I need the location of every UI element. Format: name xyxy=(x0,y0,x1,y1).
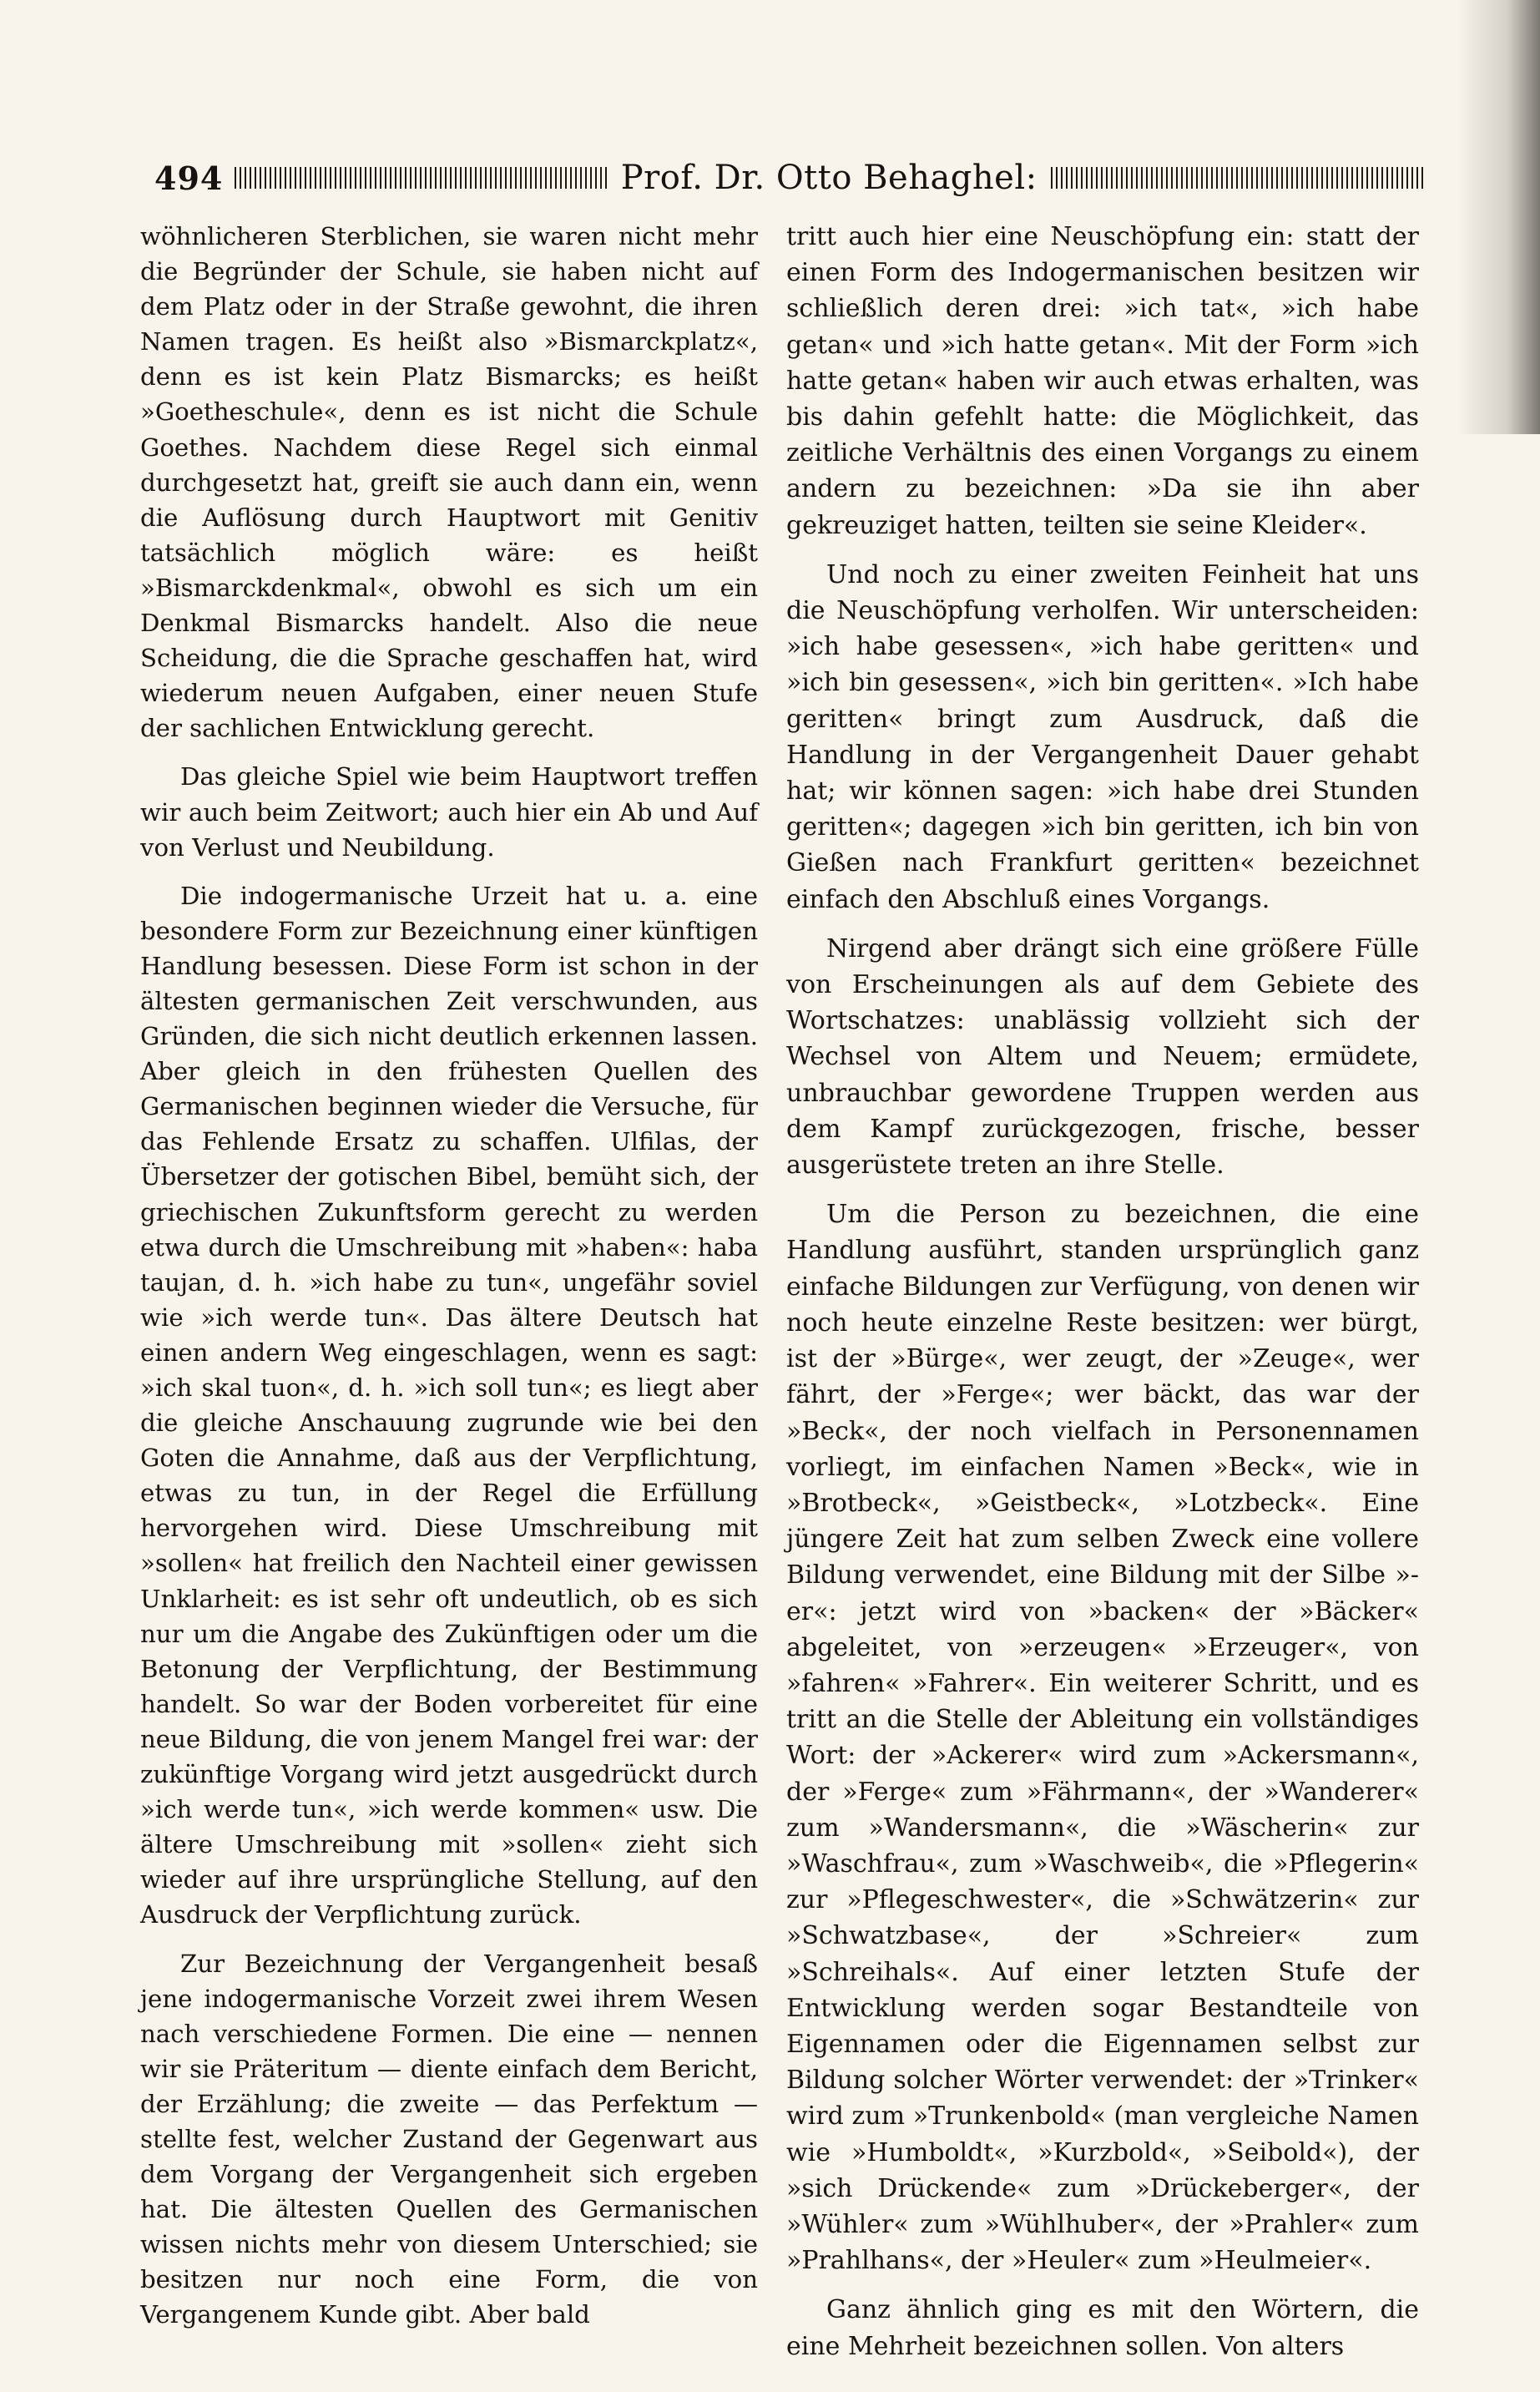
paragraph: Zur Bezeichnung der Vergangenheit besaß jene indogermanische Vorzeit zwei ihrem Wesen nach verschiedene Formen. Die eine — nennen wir sie Präteritum — diente einfach dem Bericht, der Erzählung; die zweite — das Perfektum — stellte fest, welcher Zustand der Gegenwart aus dem Vorgang der Vergangenheit sich ergeben hat. Die ältesten Quellen des Germanischen wissen nichts mehr von diesem Unterschied; sie besitzen nur noch eine Form, die von Vergangenem Kunde gibt. Aber bald xyxy=(140,1949,758,2329)
paragraph: wöhnlicheren Sterblichen, sie waren nicht mehr die Begründer der Schule, sie haben nicht auf dem Platz oder in der Straße gewohnt, die ihren Namen tragen. Es heißt also »Bismarckplatz«, denn es ist kein Platz Bismarcks; es heißt »Goetheschule«, denn es ist nicht die Schule Goethes. Nachdem diese Regel sich einmal durchgesetzt hat, greift sie auch dann ein, wenn die Auflösung durch Hauptwort mit Genitiv tatsächlich möglich wäre: es heißt »Bismarckdenkmal«, obwohl es sich um ein Denkmal Bismarcks handelt. Also die neue Scheidung, die die Sprache geschaffen hat, wird wiederum neuen Aufgaben, einer neuen Stufe der sachlichen Entwicklung gerecht. xyxy=(140,222,758,743)
paragraph: Das gleiche Spiel wie beim Hauptwort treffen wir auch beim Zeitwort; auch hier ein Ab und Auf von Verlust und Neubildung. xyxy=(140,762,758,862)
page-header xyxy=(154,149,1423,207)
paragraph: Die indogermanische Urzeit hat u. a. eine besondere Form zur Bezeichnung einer künftigen Handlung besessen. Diese Form ist schon in der ältesten germanischen Zeit verschwunden, aus Gründen, die sich nicht deutlich erkennen lassen. Aber gleich in den frühesten Quellen des Germanischen beginnen wieder die Versuche, für das Fehlende Ersatz zu schaffen. Ulfilas, der Übersetzer der gotischen Bibel, bemüht sich, der griechischen Zukunftsform gerecht zu werden etwa durch die Umschreibung mit »haben«: haba taujan, d. h. »ich habe zu tun«, ungefähr soviel wie »ich werde tun«. Das ältere Deutsch hat einen andern Weg eingeschlagen, wenn es sagt: »ich skal tuon«, d. h. »ich soll tun«; es liegt aber die gleiche Anschauung zugrunde wie bei den Goten die Annahme, daß aus der Verpflichtung, etwas zu tun, in der Regel die Erfüllung hervorgehen wird. Diese Umschreibung mit »sollen« hat freilich den Nachteil einer gewissen Unklarheit: es ist sehr oft undeutlich, ob es sich nur um die Angabe des Zukünftigen oder um die Betonung der Verpflichtung, der Bestimmung handelt. So war der Boden vorbereitet für eine neue Bildung, die von jenem Mangel frei war: der zukünftige Vorgang wird jetzt ausgedrückt durch »ich werde tun«, »ich werde kommen« usw. Die ältere Umschreibung mit »sollen« zieht sich wieder auf ihre ursprüngliche Stellung, auf den Ausdruck der Verpflichtung zurück. xyxy=(140,881,758,1929)
page-number: 494 xyxy=(154,159,224,197)
right-column xyxy=(786,219,1419,2364)
paragraph: tritt auch hier eine Neuschöpfung ein: statt der einen Form des Indogermanischen besitzen wir schließlich deren drei: »ich tat«, »ich habe getan« und »ich hatte getan«. Mit der Form »ich hatte getan« haben wir auch etwas erhalten, was bis dahin gefehlt hatte: die Möglichkeit, das zeitliche Verhältnis des einen Vorgangs zu einem andern zu bezeichnen: »Da sie ihn aber gekreuziget hatten, teilten sie seine Kleider«. xyxy=(786,222,1419,540)
header-rule-left xyxy=(235,167,607,189)
paragraph: Nirgend aber drängt sich eine größere Fülle von Erscheinungen als auf dem Gebiete des Wortschatzes: unablässig vollzieht sich der Wechsel von Altem und Neuem; ermüdete, unbrauchbar gewordene Truppen werden aus dem Kampf zurückgezogen, frische, besser ausgerüstete treten an ihre Stelle. xyxy=(786,933,1419,1181)
paragraph: Um die Person zu bezeichnen, die eine Handlung ausführt, standen ursprünglich ganz einfache Bildungen zur Verfügung, von denen wir noch heute einzelne Reste besitzen: wer bürgt, ist der »Bürge«, wer zeugt, der »Zeuge«, wer fährt, der »Ferge«; wer bäckt, das war der »Beck«, der noch vielfach in Personennamen vorliegt, im einfachen Namen »Beck«, wie in »Brotbeck«, »Geistbeck«, »Lotzbeck«. Eine jüngere Zeit hat zum selben Zweck eine vollere Bildung verwendet, eine Bildung mit der Silbe »-er«: jetzt wird von »backen« der »Bäcker« abgeleitet, von »erzeugen« »Erzeuger«, von »fahren« »Fahrer«. Ein weiterer Schritt, und es tritt an die Stelle der Ableitung ein vollständiges Wort: der »Ackerer« wird zum »Ackersmann«, der »Ferge« zum »Fährmann«, der »Wanderer« zum »Wandersmann«, die »Wäscherin« zur »Waschfrau«, zum »Waschweib«, die »Pflegerin« zur »Pflegeschwester«, die »Schwätzerin« zur »Schwatzbase«, der »Schreier« zum »Schreihals«. Auf einer letzten Stufe der Entwicklung werden sogar Bestandteile von Eigennamen oder die Eigennamen selbst zur Bildung solcher Wörter verwendet: der »Trinker« wird zum »Trunkenbold« (man vergleiche Namen wie »Humboldt«, »Kurzbold«, »Seibold«), der »sich Drückende« zum »Drückeberger«, der »Wühler« zum »Wühlhuber«, der »Prahler« zum »Prahlhans«, der »Heuler« zum »Heulmeier«. xyxy=(786,1200,1419,2276)
header-rule-right xyxy=(1051,167,1423,189)
scan-edge-shadow xyxy=(1457,0,1540,434)
paragraph: Und noch zu einer zweiten Feinheit hat uns die Neuschöpfung verholfen. Wir unterscheiden: »ich habe gesessen«, »ich habe geritten« und »ich bin gesessen«, »ich bin geritten«. »Ich habe geritten« bringt zum Ausdruck, daß die Handlung in der Vergangenheit Dauer gehabt hat; wir können sagen: »ich habe drei Stunden geritten«; dagegen »ich bin geritten, ich bin von Gießen nach Frankfurt geritten« bezeichnet einfach den Abschluß eines Vorgangs. xyxy=(786,559,1419,914)
paragraph: Ganz ähnlich ging es mit den Wörtern, die eine Mehrheit bezeichnen sollen. Von alters xyxy=(786,2295,1419,2361)
running-head: Prof. Dr. Otto Behaghel: xyxy=(620,159,1038,197)
left-column xyxy=(140,219,758,2333)
